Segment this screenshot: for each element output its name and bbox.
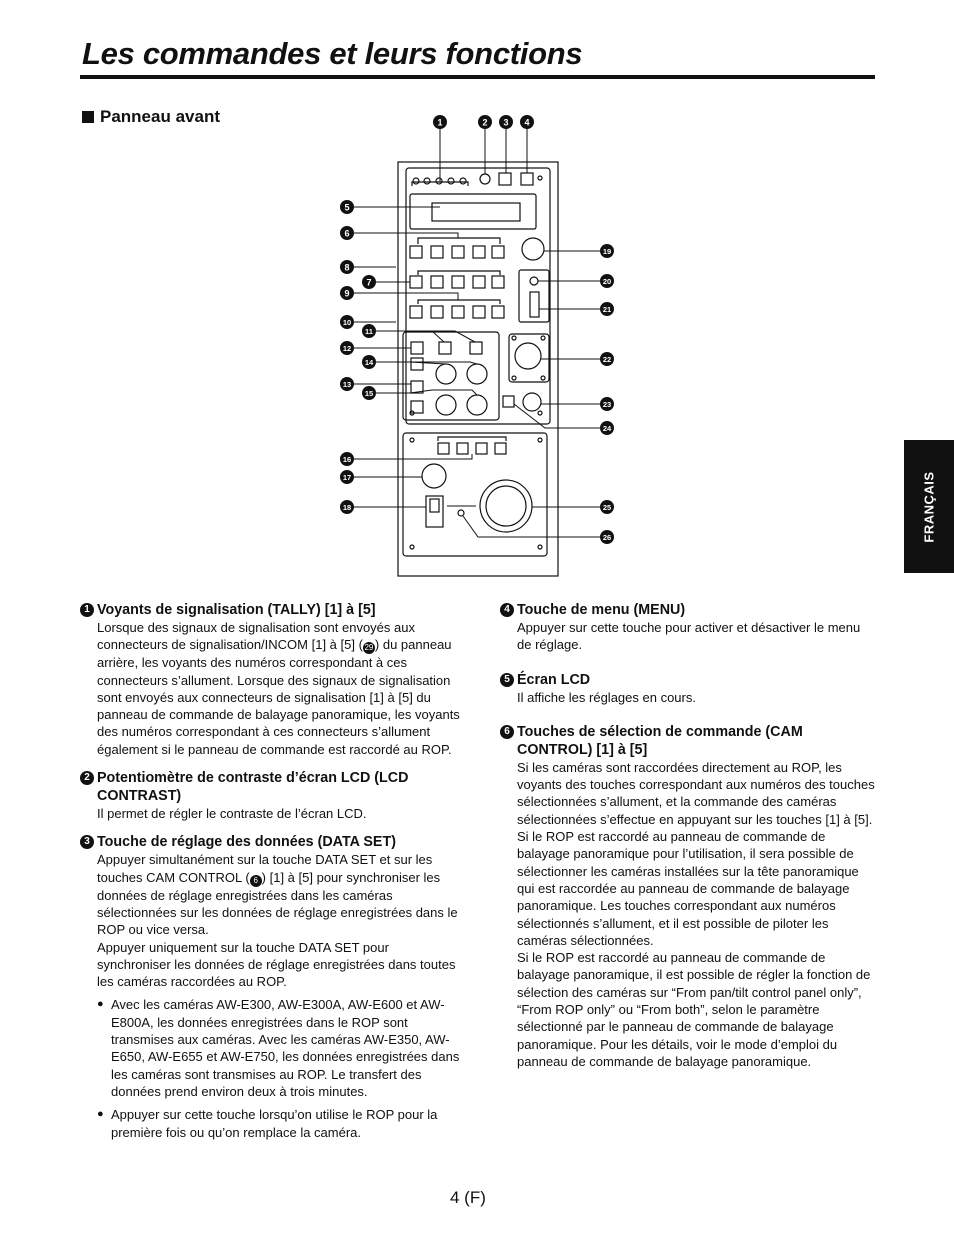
callout-4: [520, 115, 534, 129]
svg-text:11: 11: [365, 327, 373, 336]
svg-text:20: 20: [602, 277, 612, 286]
item-text: Lorsque des signaux de signalisation sont envoyés aux connecteurs de signalisation/INCOM [1] à [5] ( 29 ) du panneau arrière, les voyants des numéros correspondant à ces connecteurs s’allument. Lorsque des signaux de signalisation sont envoyés aux connecteurs de signalisation [1] à [5] du panneau de commande de balayage panoramique, les voyants des numéros correspondant à ces connecteurs s’allument également si le panneau de commande est raccordé au ROP.: [97, 620, 460, 757]
callout-23: [600, 397, 614, 411]
square-bullet-icon: [82, 111, 94, 123]
bullet-item: ● Avec les caméras AW-E300, AW-E300A, AW-E600 et AW-E800A, les données enregistrées dans le ROP sont transmises aux caméras. Avec les caméras AW-E350, AW-E650, AW-E655 et AW-E750, les données enregistrées dans les caméras sont transmises au ROP. Le transfert des données prend environ deux à trois minutes.: [97, 997, 460, 1099]
svg-text:16: 16: [342, 455, 352, 464]
title-rule: [80, 75, 875, 79]
callout-7: [362, 275, 376, 289]
front-panel-diagram: [330, 108, 630, 578]
page-title: Les commandes et leurs fonctions: [82, 36, 583, 71]
item-text: Il permet de régler le contraste de l’écran LCD.: [97, 806, 367, 822]
data-set-key: [499, 173, 511, 185]
panel-outline: [398, 162, 558, 576]
callout-9: [340, 286, 354, 300]
svg-text:13: 13: [342, 380, 352, 389]
svg-text:17: 17: [342, 473, 352, 482]
callout-16: [340, 452, 354, 466]
callout-2: [478, 115, 492, 129]
svg-text:26: 26: [602, 533, 612, 542]
page-number: 4 (F): [450, 1188, 486, 1207]
upper-panel: [406, 168, 550, 424]
language-tab-label: FRANÇAIS: [921, 470, 937, 543]
callout-14: [362, 355, 376, 369]
callout-3: [499, 115, 513, 129]
item-1: [80, 601, 460, 758]
item-6: [500, 723, 875, 1070]
lcd-screen: [432, 203, 520, 221]
svg-text:24: 24: [602, 424, 612, 433]
section-label: Panneau avant: [100, 107, 220, 126]
callout-6: [340, 226, 354, 240]
item-title: Écran LCD: [517, 671, 591, 688]
bullet-item: ● Appuyer sur cette touche lorsqu’on utilise le ROP pour la première fois ou qu’on remplace la caméra.: [97, 1107, 438, 1140]
callout-25: [600, 500, 614, 514]
svg-text:4: 4: [524, 117, 530, 128]
callout-1: [433, 115, 447, 129]
svg-text:5: 5: [344, 202, 350, 213]
svg-text:18: 18: [342, 503, 352, 512]
item-text: Si le ROP est raccordé au panneau de commande de balayage panoramique, il est possible de régler la fonction de sélection des caméras sur “From pan/tilt control panel only”, “From ROP only” ou “From both”, selon le paramètre sélectionné par le panneau de commande de balayage panoramique. Pour les détails, voir le mode d’emploi du panneau de commande de balayage panoramique.: [517, 950, 871, 1069]
item-text: Si le ROP est raccordé au panneau de commande de balayage panoramique pour l’utilisation, il sera possible de sélectionner les caméras installées sur la tête panoramique qui est raccordée au panneau de commande de balayage panoramique. Les touches correspondant aux numéros sélectionnés s’allument, et il est possible de piloter les caméras sélectionnées.: [517, 829, 859, 948]
callout-5: [340, 200, 354, 214]
callout-13: [340, 377, 354, 391]
section-heading: [82, 107, 220, 127]
svg-text:21: 21: [602, 305, 612, 314]
menu-key: [521, 173, 533, 185]
item-number: 3: [80, 835, 94, 849]
left-column: [80, 601, 460, 1152]
callout-26: [600, 530, 614, 544]
item-4: [500, 601, 875, 654]
lcd-frame: [410, 194, 536, 229]
svg-text:7: 7: [366, 277, 372, 288]
svg-text:9: 9: [344, 288, 350, 299]
callout-19: [600, 244, 614, 258]
reference-number: 29: [364, 643, 374, 653]
svg-text:3: 3: [503, 117, 509, 128]
svg-text:8: 8: [344, 262, 350, 273]
item-number: 5: [500, 673, 514, 687]
item-title: Touches de sélection de commande (CAM CONTROL) [1] à [5]: [517, 723, 803, 758]
item-number: 6: [500, 725, 514, 739]
reference-number: 6: [250, 875, 262, 887]
svg-text:25: 25: [602, 503, 612, 512]
item-title: Voyants de signalisation (TALLY) [1] à [5]: [97, 602, 376, 618]
bullet-icon: ●: [97, 998, 104, 1011]
right-column: [500, 601, 875, 1081]
bullet-icon: ●: [97, 1108, 104, 1121]
item-number: 4: [500, 603, 514, 617]
callout-10: [340, 315, 354, 329]
item-2: [80, 769, 460, 822]
callout-15: [362, 386, 376, 400]
callout-20: [600, 274, 614, 288]
item-text: Appuyer sur cette touche pour activer et désactiver le menu de réglage.: [517, 620, 861, 653]
svg-text:10: 10: [342, 318, 352, 327]
item-text: Il affiche les réglages en cours.: [517, 689, 696, 705]
callout-24: [600, 421, 614, 435]
svg-text:15: 15: [364, 389, 374, 398]
svg-text:1: 1: [437, 117, 443, 128]
item-3: [80, 833, 460, 1140]
item-title: Touche de réglage des données (DATA SET): [97, 834, 396, 851]
callout-21: [600, 302, 614, 316]
lcd-contrast-knob: [480, 174, 490, 184]
svg-text:12: 12: [342, 344, 352, 353]
callout-11: [362, 324, 376, 338]
callout-8: [340, 260, 354, 274]
item-text: Appuyer uniquement sur la touche DATA SET pour synchroniser les données de réglage enregistrées dans toutes les caméras raccordées au ROP.: [97, 939, 456, 990]
item-number: 1: [80, 603, 94, 617]
svg-text:22: 22: [602, 355, 612, 364]
svg-text:6: 6: [344, 228, 350, 239]
item-title: Touche de menu (MENU): [517, 602, 686, 618]
svg-text:23: 23: [602, 400, 612, 409]
item-text: Si les caméras sont raccordées directement au ROP, les voyants des touches correspondant aux numéros des touches sélectionnées s’allument, et la commande des caméras sélectionnées s’effectue en appuyant sur les touches [1] à [5].: [517, 759, 875, 827]
callout-22: [600, 352, 614, 366]
item-5: [500, 671, 875, 706]
language-tab: [904, 440, 954, 573]
callout-18: [340, 500, 354, 514]
callout-12: [340, 341, 354, 355]
svg-text:19: 19: [602, 247, 612, 256]
item-number: 2: [80, 771, 94, 785]
svg-text:14: 14: [364, 358, 374, 367]
item-text: Appuyer simultanément sur la touche DATA SET et sur les touches CAM CONTROL ( 6 ) [1] à [5] pour synchroniser les données de réglage enregistrées dans les caméras sélectionnées sur les données de réglage enregistrées dans le ROP ou vice versa.: [97, 852, 458, 938]
svg-text:2: 2: [482, 117, 488, 128]
callout-17: [340, 470, 354, 484]
item-title: Potentiomètre de contraste d’écran LCD (LCD CONTRAST): [97, 770, 409, 805]
